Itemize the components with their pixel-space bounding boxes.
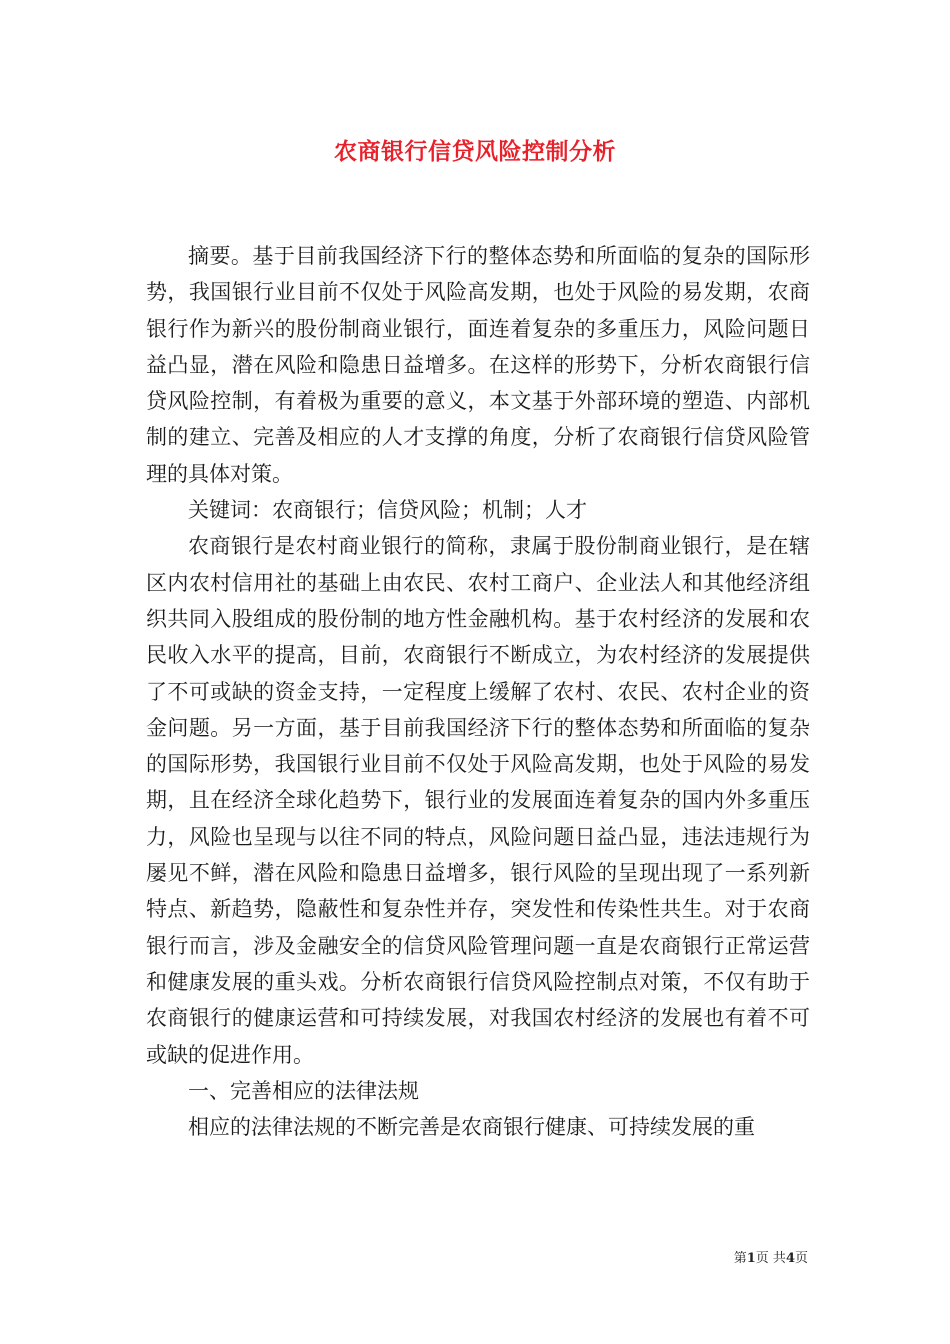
section-heading: 一、完善相应的法律法规 (188, 1078, 419, 1103)
abstract-paragraph: 摘要。基于目前我国经济下行的整体态势和所面临的复杂的国际形势，我国银行业目前不仅处于风险高发期，也处于风险的易发期，农商银行作为新兴的股份制商业银行，面连着复杂的多重压力，风险问题日益凸显，潜在风险和隐患日益增多。在这样的形势下，分析农商银行信贷风险控制，有着极为重要的意义，本文基于外部环境的塑造、内部机制的建立、完善及相应的人才支撑的角度，分析了农商银行信贷风险管理的具体对策。 (146, 244, 810, 486)
footer-page-number: 1 (746, 1251, 756, 1266)
document-body (146, 238, 810, 1145)
intro-paragraph: 农商银行是农村商业银行的简称，隶属于股份制商业银行，是在辖区内农村信用社的基础上由农民、农村工商户、企业法人和其他经济组织共同入股组成的股份制的地方性金融机构。基于农村经济的发展和农民收入水平的提高，目前，农商银行不断成立，为农村经济的发展提供了不可或缺的资金支持，一定程度上缓解了农村、农民、农村企业的资金问题。另一方面，基于目前我国经济下行的整体态势和所面临的复杂的国际形势，我国银行业目前不仅处于风险高发期，也处于风险的易发期，且在经济全球化趋势下，银行业的发展面连着复杂的国内外多重压力，风险也呈现与以往不同的特点，风险问题日益凸显，违法违规行为屡见不鲜，潜在风险和隐患日益增多，银行风险的呈现出现了一系列新特点、新趋势，隐蔽性和复杂性并存，突发性和传染性共生。对于农商银行而言，涉及金融安全的信贷风险管理问题一直是农商银行正常运营和健康发展的重头戏。分析农商银行信贷风险控制点对策，不仅有助于农商银行的健康运营和可持续发展，对我国农村经济的发展也有着不可或缺的促进作用。 (146, 534, 810, 1067)
section-paragraph: 相应的法律法规的不断完善是农商银行健康、可持续发展的重 (188, 1115, 755, 1140)
footer-suffix: 页 (794, 1251, 808, 1266)
document-title: 农商银行信贷风险控制分析 (334, 138, 616, 165)
footer-total-pages: 4 (785, 1251, 795, 1266)
footer-prefix: 第 (733, 1251, 747, 1266)
page-footer (734, 1247, 808, 1266)
keywords-paragraph: 关键词：农商银行；信贷风险；机制；人才 (188, 498, 587, 523)
footer-middle: 页 共 (755, 1251, 786, 1266)
